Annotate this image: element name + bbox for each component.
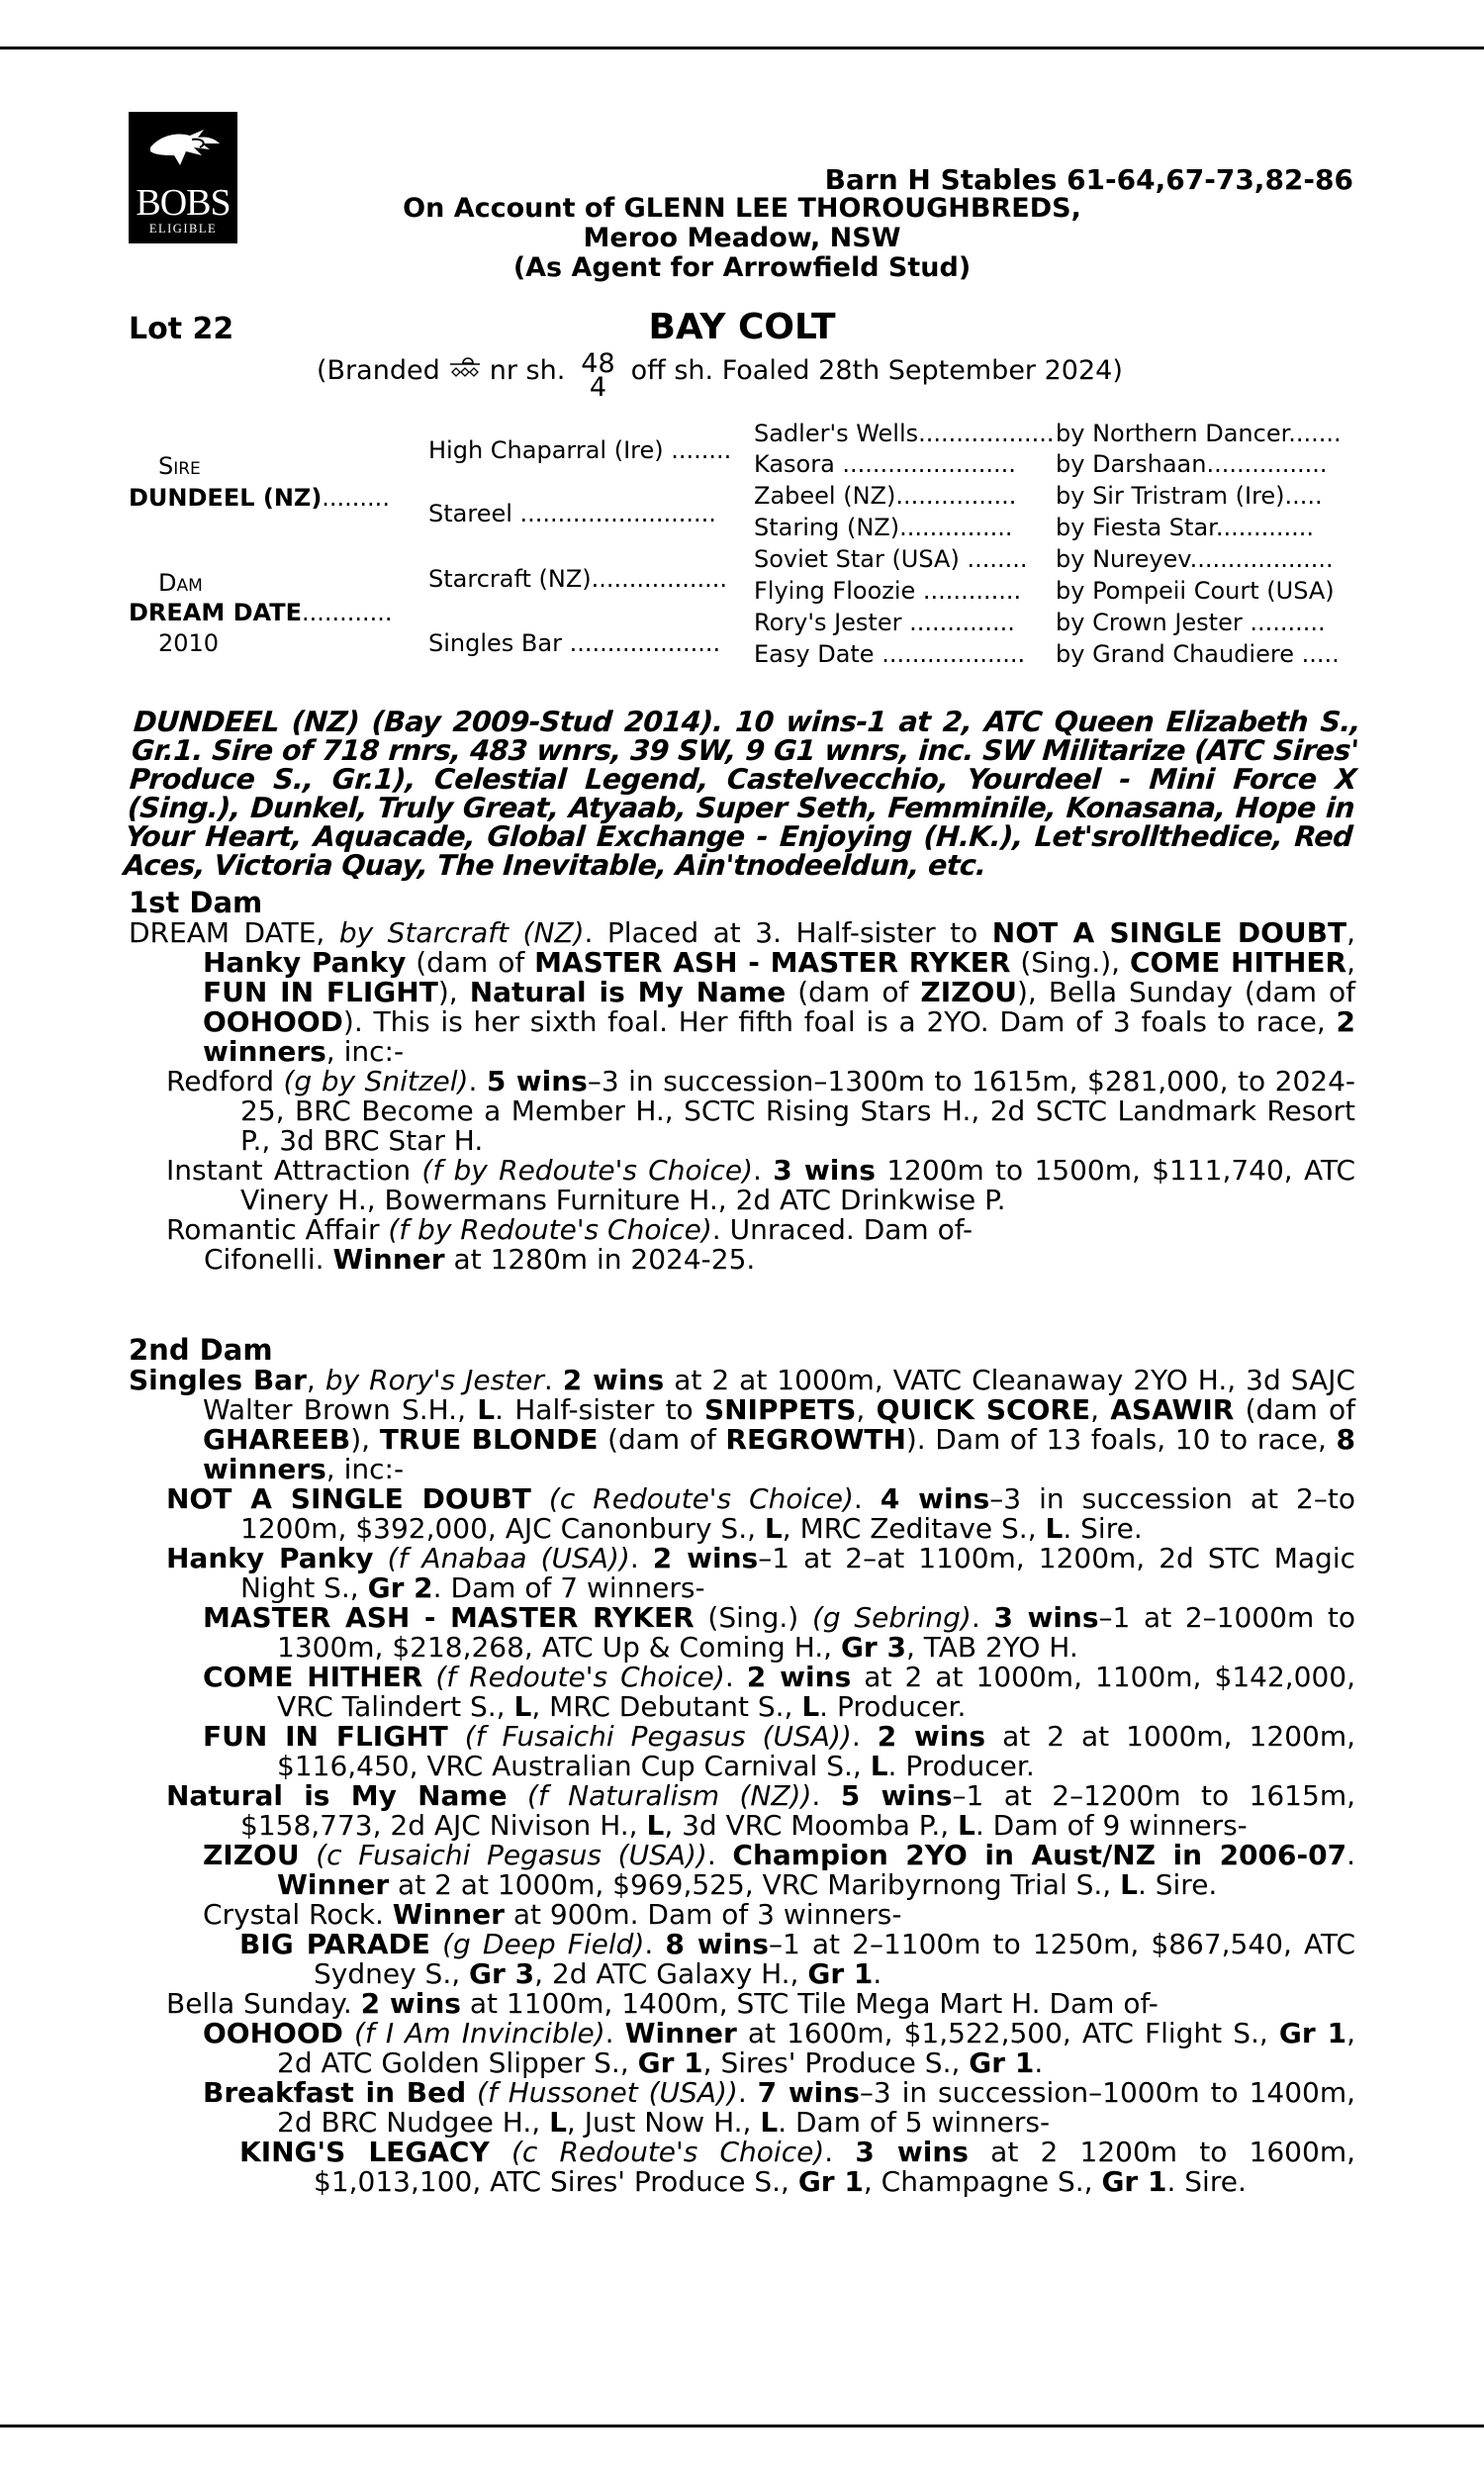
first-dam-section (129, 887, 1355, 1275)
pedigree-gen3: Sadler's Wells.................. (754, 420, 1055, 447)
grandchild-entry: Crystal Rock. Winner at 900m. Dam of 3 winners- (203, 1898, 902, 1931)
progeny-entry: Bella Sunday. 2 wins at 1100m, 1400m, STC Tile Mega Mart H. Dam of- (166, 1987, 1159, 2020)
pedigree-gen4: by Nureyev................... (1056, 545, 1334, 573)
pedigree-gen3: Zabeel (NZ)................ (754, 482, 1017, 510)
brand-numbers: 48 4 (581, 348, 615, 403)
pedigree-gen3: Flying Floozie ............. (754, 577, 1022, 605)
progeny-entry: Natural is My Name (f Naturalism (NZ)). 5 wins–1 at 2–1200m to 1615m, $158,773, 2d AJC Nivison H., L, 3d VRC Moomba P., L. Dam of 9 winners- (166, 1779, 1355, 1842)
grandchild-entry: Cifonelli. Winner at 1280m in 2024-25. (204, 1243, 756, 1276)
bobs-eligible-logo (129, 112, 237, 243)
brand-foaled-line: (Branded nr sh. 48 4 off sh. Foaled 28th September 2024) (317, 348, 1123, 403)
pedigree-gen4: by Pompeii Court (USA) (1056, 577, 1335, 605)
vendor-line: On Account of GLENN LEE THOROUGHBREDS, (403, 193, 1081, 224)
pedigree-gen3: Staring (NZ)............... (754, 514, 1013, 541)
great-grandchild-entry: BIG PARADE (g Deep Field). 8 wins–1 at 2–1100m to 1250m, $867,540, ATC Sydney S., Gr 3, 2d ATC Galaxy H., Gr 1. (239, 1928, 1355, 1990)
pedigree-gen3: Soviet Star (USA) ........ (754, 545, 1028, 573)
progeny-entry: Hanky Panky (f Anabaa (USA)). 2 wins–1 at 2–at 1100m, 1200m, 2d STC Magic Night S., Gr 2. Dam of 7 winners- (166, 1542, 1355, 1604)
first-dam-heading: 1st Dam (129, 886, 263, 919)
second-dam-heading: 2nd Dam (129, 1333, 273, 1367)
pedigree-gen2: High Chaparral (Ire) ........ (428, 436, 732, 464)
pedigree-gen4: by Crown Jester .......... (1056, 609, 1326, 636)
dam-label: Dam (158, 569, 203, 597)
pedigree-gen4: by Fiesta Star............. (1056, 514, 1314, 541)
pedigree-gen2: Singles Bar .................... (428, 629, 721, 657)
great-grandchild-entry: KING'S LEGACY (c Redoute's Choice). 3 wins at 2 1200m to 1600m, $1,013,100, ATC Sires' Produce S., Gr 1, Champagne S., Gr 1. Sire. (239, 2136, 1355, 2198)
lot-number: Lot 22 (129, 312, 234, 346)
first-dam-intro: DREAM DATE, by Starcraft (NZ). Placed at 3. Half-sister to NOT A SINGLE DOUBT, Hanky Panky (dam of MASTER ASH - MASTER RYKER (Sing.), COME HITHER, FUN IN FLIGHT), Natural is My Name (dam of ZIZOU), Bella Sunday (dam of OOHOOD). This is her sixth foal. Her fifth foal is a 2YO. Dam of 3 foals to race, 2 winners, inc:- (129, 916, 1355, 1068)
sire-summary: DUNDEEL (NZ) (Bay 2009-Stud 2014). 10 wins-1 at 2, ATC Queen Elizabeth S., Gr.1. Sire of 718 rnrs, 483 wnrs, 39 SW, 9 G1 wnrs, inc. SW Militarize (ATC Sires' Produce S., Gr.1), Celestial Legend, Castelvecchio, Yourdeel - Mini Force X (Sing.), Dunkel, Truly Great, Atyaab, Super Seth, Femminile, Konasana, Hope in Your Heart, Aquacade, Global Exchange - Enjoying (H.K.), Let'srollthedice, Red Aces, Victoria Quay, The Inevitable, Ain'tnodeeldun, etc. (122, 706, 1362, 882)
dam-year: 2010 (158, 629, 220, 657)
vendor-block (356, 194, 1128, 283)
progeny-entry: Redford (g by Snitzel). 5 wins–3 in succession–1300m to 1615m, $281,000, to 2024-25, BRC Become a Member H., SCTC Rising Stars H., 2d SCTC Landmark Resort P., 3d BRC Star H. (166, 1065, 1356, 1157)
grandchild-entry: COME HITHER (f Redoute's Choice). 2 wins at 2 at 1000m, 1100m, $142,000, VRC Talindert S., L, MRC Debutant S., L. Producer. (203, 1661, 1356, 1723)
grandchild-entry: Breakfast in Bed (f Hussonet (USA)). 7 wins–3 in succession–1000m to 1400m, 2d BRC Nudgee H., L, Just Now H., L. Dam of 5 winners- (203, 2076, 1355, 2139)
dam-name: DREAM DATE............ (129, 599, 393, 626)
pedigree-gen4: by Darshaan................ (1056, 450, 1328, 478)
pedigree-gen2: Starcraft (NZ).................. (428, 565, 727, 593)
second-dam-intro: Singles Bar, by Rory's Jester. 2 wins at 2 at 1000m, VATC Cleanaway 2YO H., 3d SAJC Walter Brown S.H., L. Half-sister to SNIPPETS, QUICK SCORE, ASAWIR (dam of GHAREEB), TRUE BLONDE (dam of REGROWTH). Dam of 13 foals, 10 to race, 8 winners, inc:- (129, 1364, 1356, 1485)
pedigree-gen3: Easy Date ................... (754, 640, 1026, 668)
grandchild-entry: FUN IN FLIGHT (f Fusaichi Pegasus (USA)). 2 wins at 2 at 1000m, 1200m, $116,450, VRC Australian Cup Carnival S., L. Producer. (203, 1720, 1355, 1782)
grandchild-entry: MASTER ASH - MASTER RYKER (Sing.) (g Sebring). 3 wins–1 at 2–1000m to 1300m, $218,268, ATC Up & Coming H., Gr 3, TAB 2YO H. (203, 1601, 1356, 1664)
grandchild-entry: ZIZOU (c Fusaichi Pegasus (USA)). Champion 2YO in Aust/NZ in 2006-07. Winner at 2 at 1000m, $969,525, VRC Maribyrnong Trial S., L. Sire. (203, 1839, 1355, 1901)
pedigree-gen3: Rory's Jester .............. (754, 609, 1015, 636)
pedigree-gen4: by Sir Tristram (Ire)..... (1056, 482, 1323, 510)
pedigree-gen4: by Northern Dancer....... (1056, 420, 1342, 447)
logo-sub: ELIGIBLE (148, 222, 218, 236)
progeny-entry: NOT A SINGLE DOUBT (c Redoute's Choice). 4 wins–3 in succession at 2–to 1200m, $392,000, AJC Canonbury S., L, MRC Zeditave S., L. Sire. (166, 1482, 1355, 1545)
bottom-rule (0, 2425, 1484, 2427)
pedigree-gen4: by Grand Chaudiere ..... (1056, 640, 1340, 668)
lot-title: BAY COLT (648, 307, 836, 347)
pedigree-gen3: Kasora ....................... (754, 450, 1016, 478)
second-dam-section (129, 1334, 1355, 2197)
sire-name: DUNDEEL (NZ)......... (129, 484, 390, 512)
sire-label: Sire (158, 452, 201, 480)
horse-head-icon (146, 126, 222, 177)
barn-location: Barn H Stables 61-64,67-73,82-86 (824, 163, 1353, 196)
vendor-location: Meroo Meadow, NSW (583, 223, 901, 253)
progeny-entry: Instant Attraction (f by Redoute's Choice). 3 wins 1200m to 1500m, $111,740, ATC Vinery H., Bowermans Furniture H., 2d ATC Drinkwise P. (166, 1154, 1355, 1216)
brand-mark-icon (448, 355, 482, 386)
vendor-agent: (As Agent for Arrowfield Stud) (512, 252, 972, 283)
top-rule (0, 47, 1484, 49)
pedigree-gen2: Stareel .......................... (428, 500, 716, 527)
grandchild-entry: OOHOOD (f I Am Invincible). Winner at 1600m, $1,522,500, ATC Flight S., Gr 1, 2d ATC Golden Slipper S., Gr 1, Sires' Produce S., Gr 1. (203, 2017, 1355, 2079)
progeny-entry: Romantic Affair (f by Redoute's Choice). Unraced. Dam of- (166, 1213, 974, 1246)
logo-brand: BOBS (136, 182, 231, 224)
